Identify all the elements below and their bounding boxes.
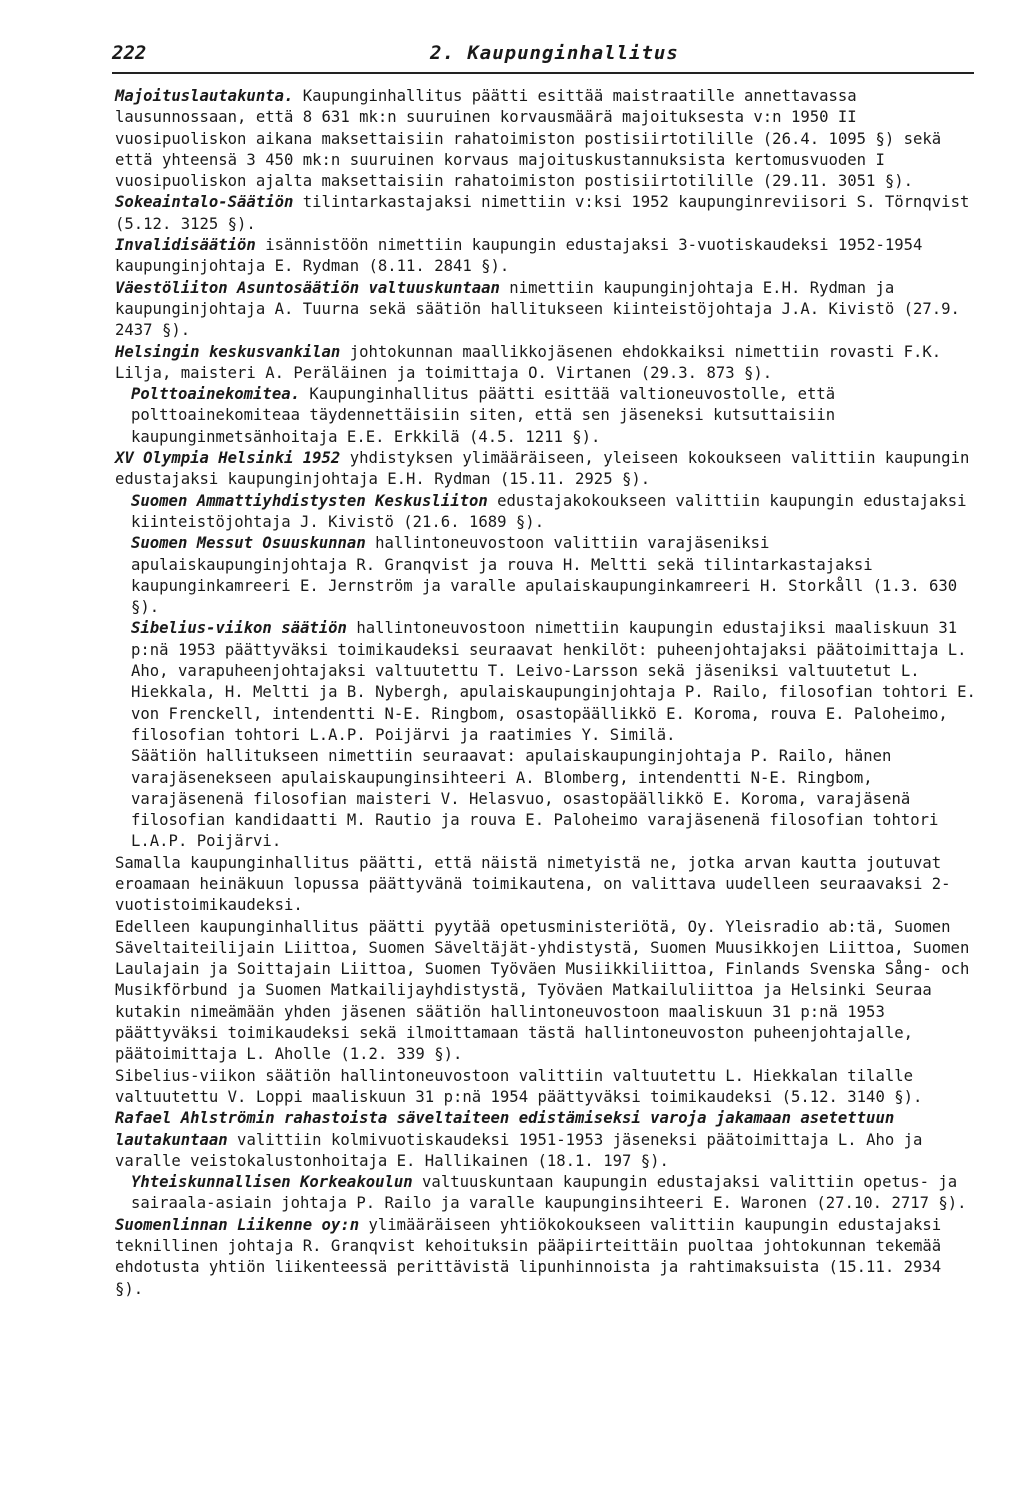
paragraph-lead: Sokeaintalo-Säätiön bbox=[115, 193, 294, 212]
paragraph-lead: Helsingin keskusvankilan bbox=[115, 342, 341, 361]
paragraph-vaestoliitto bbox=[115, 278, 977, 342]
paragraph-olympia bbox=[115, 448, 977, 491]
paragraph-lead: Suomen Ammattiyhdistysten Keskusliiton bbox=[131, 491, 488, 510]
paragraph-lead: Väestöliiton Asuntosäätiön valtuuskuntaan bbox=[115, 278, 500, 297]
running-title: 2. Kaupunginhallitus bbox=[430, 42, 679, 64]
paragraph-text: yhdistyksen ylimääräiseen, yleiseen kokoukseen valittiin kaupungin edustajaksi kaupunginjohtaja E.H. Rydman (15.11. 2925 §). bbox=[115, 449, 970, 489]
paragraph-korkeakoulu bbox=[115, 1172, 977, 1215]
paragraph-text: tilintarkastajaksi nimettiin v:ksi 1952 kaupunginreviisori S. Törnqvist (5.12. 3125 §). bbox=[115, 193, 970, 233]
paragraph-lead: Polttoainekomitea. bbox=[131, 385, 300, 404]
paragraph-text: hallintoneuvostoon nimettiin kaupungin edustajiksi maaliskuun 31 p:nä 1953 päättyväksi toimikaudeksi seuraavat henkilöt: puheenjohtajaksi päätoimittaja L. Aho, varapuheenjohtajaksi valtuutettu T. Leivo-Larsson sekä jäseniksi valtuutetut L. Hiekkala, H. Meltti ja B. Nybergh, apulaiskaupunginjohtaja P. Railo, filosofian tohtori E. von Frenckell, intendentti N-E. Ringbom, osastopäällikkö E. Koroma, rouva E. Paloheimo, filosofian tohtori L.A.P. Poijärvi ja raatimies Y. Similä. bbox=[131, 619, 976, 744]
paragraph-text: valittiin kolmivuotiskaudeksi 1951-1953 jäseneksi päätoimittaja L. Aho ja varalle veistokalustonhoitaja E. Hallikainen (18.1. 197 §). bbox=[115, 1130, 923, 1170]
paragraph-polttoainekomitea bbox=[115, 384, 977, 448]
paragraph-edelleen bbox=[115, 917, 977, 1066]
paragraph-text: Samalla kaupunginhallitus päätti, että näistä nimetyistä ne, jotka arvan kautta joutuvat eroamaan heinäkuun lopussa päättyvänä toimikautena, on valittava uudelleen seuraavaksi 2-vuotistoimikaudeksi. bbox=[115, 853, 951, 915]
paragraph-text: Kaupunginhallitus päätti esittää maistraatille annettavassa lausunnossaan, että 8 631 mk:n suuruinen korvausmäärä majoituksesta v:n 1950 II vuosipuoliskon aikana maksettaisiin rahatoimiston postisiirtotilille (26.4. 1095 §) sekä että yhteensä 3 450 mk:n suuruinen korvaus majoituskustannuksista kertomusvuoden I vuosipuoliskon ajalta maksettaisiin rahatoimiston postisiirtotilille (29.11. 3051 §). bbox=[115, 87, 942, 191]
paragraph-text: johtokunnan maallikkojäsenen ehdokkaiksi nimettiin rovasti F.K. Lilja, maisteri A. Peräläinen ja toimittaja O. Virtanen (29.3. 873 §). bbox=[115, 342, 942, 382]
paragraph-majoituslautakunta bbox=[115, 86, 977, 192]
paragraph-text: Edelleen kaupunginhallitus päätti pyytää opetusministeriötä, Oy. Yleisradio ab:tä, Suomen Säveltaiteilijain Liittoa, Suomen Säveltäjät-yhdistystä, Suomen Muusikkojen Liittoa, Suomen Laulajain ja Soittajain Liittoa, Suomen Työväen Musiikkiliittoa, Finlands Svenska Sång- och Musikförbund ja Suomen Matkailijayhdistystä, Työväen Matkailuliittoa ja Helsinki Seuraa kutakin nimeämään yhden jäsenen säätiön hallintoneuvostoon maaliskuun 31 p:nä 1953 päättyväksi toimikaudeksi sekä ilmoittamaan tästä hallintoneuvoston puheenjohtajalle, päätoimittaja L. Aholle (1.2. 339 §). bbox=[115, 917, 970, 1064]
paragraph-sibelius-viikko bbox=[115, 618, 977, 746]
paragraph-text: Säätiön hallitukseen nimettiin seuraavat: apulaiskaupunginjohtaja P. Railo, hänen varajäsenekseen apulaiskaupunginsihteeri A. Blomberg, intendentti N-E. Ringbom, varajäsenenä filosofian maisteri V. Helasvuo, osastopäällikkö E. Koroma, varajäsenä filosofian kandidaatti M. Rautio ja rouva E. Paloheimo varajäsenenä filosofian tohtori L.A.P. Poijärvi. bbox=[131, 747, 939, 851]
paragraph-lead: Sibelius-viikon säätiön bbox=[131, 619, 347, 638]
paragraph-suomenlinna bbox=[115, 1215, 977, 1300]
paragraph-text: Kaupunginhallitus päätti esittää valtioneuvostolle, että polttoainekomiteaa täydennettäisiin siten, että sen jäseneksi kutsuttaisiin kaupunginmetsänhoitaja E.E. Erkkilä (4.5. 1211 §). bbox=[131, 385, 836, 446]
paragraph-lead: Suomenlinnan Liikenne oy:n bbox=[115, 1215, 360, 1234]
paragraph-invalidisaatio bbox=[115, 235, 977, 278]
paragraph-sokeaintalo bbox=[115, 192, 977, 235]
paragraph-lead: Rafael Ahlströmin rahastoista säveltaiteen edistämiseksi varoja jakamaan asetettuun lautakuntaan bbox=[115, 1109, 895, 1149]
document-body bbox=[115, 86, 977, 1300]
paragraph-text: isännistöön nimettiin kaupungin edustajaksi 3-vuotiskaudeksi 1952-1954 kaupunginjohtaja E. Rydman (8.11. 2841 §). bbox=[115, 236, 923, 276]
paragraph-text: Sibelius-viikon säätiön hallintoneuvostoon valittiin valtuutettu L. Hiekkalan tilalle valtuutettu V. Loppi maaliskuun 31 p:nä 1954 päättyväksi toimikaudeksi (5.12. 3140 §). bbox=[115, 1066, 923, 1106]
paragraph-text: valtuuskuntaan kaupungin edustajaksi valittiin opetus- ja sairaala-asiain johtaja P. Railo ja varalle kaupunginsihteeri E. Waronen (27.10. 2717 §). bbox=[131, 1173, 967, 1213]
paragraph-text: nimettiin kaupunginjohtaja E.H. Rydman ja kaupunginjohtaja A. Tuurna sekä säätiön hallitukseen kiinteistöjohtaja J.A. Kivistö (27.9. 2437 §). bbox=[115, 278, 960, 340]
paragraph-saation-hallitus bbox=[115, 746, 977, 852]
paragraph-lead: Invalidisäätiön bbox=[115, 236, 256, 255]
paragraph-ahlstrom bbox=[115, 1108, 977, 1172]
paragraph-samalla bbox=[115, 853, 977, 917]
paragraph-lead: Majoituslautakunta. bbox=[115, 87, 294, 105]
paragraph-text: hallintoneuvostoon valittiin varajäseniksi apulaiskaupunginjohtaja R. Granqvist ja rouva H. Meltti sekä tilintarkastajaksi kaupunginkamreeri E. Jernström ja varalle apulaiskaupunginkamreeri H. Storkåll (1.3. 630 §). bbox=[131, 534, 958, 617]
paragraph-lead: XV Olympia Helsinki 1952 bbox=[115, 449, 341, 468]
paragraph-sibelius-valtuutettu bbox=[115, 1066, 977, 1109]
paragraph-ammattiyhdistykset bbox=[115, 491, 977, 534]
paragraph-messut bbox=[115, 533, 977, 618]
page-number: 222 bbox=[112, 42, 147, 64]
paragraph-lead: Suomen Messut Osuuskunnan bbox=[131, 534, 366, 553]
paragraph-text: edustajakokoukseen valittiin kaupungin edustajaksi kiinteistöjohtaja J. Kivistö (21.6. 1689 §). bbox=[131, 491, 967, 531]
page-header bbox=[112, 38, 974, 74]
paragraph-keskusvankila bbox=[115, 342, 977, 385]
paragraph-lead: Yhteiskunnallisen Korkeakoulun bbox=[131, 1173, 413, 1192]
paragraph-text: ylimääräiseen yhtiökokoukseen valittiin kaupungin edustajaksi teknillinen johtaja R. Granqvist kehoituksin pääpiirteittäin puoltaa johtokunnan tekemää ehdotusta yhtiön liikenteessä perittävistä lipunhinnoista ja rahtimaksuista (15.11. 2934 §). bbox=[115, 1215, 942, 1298]
